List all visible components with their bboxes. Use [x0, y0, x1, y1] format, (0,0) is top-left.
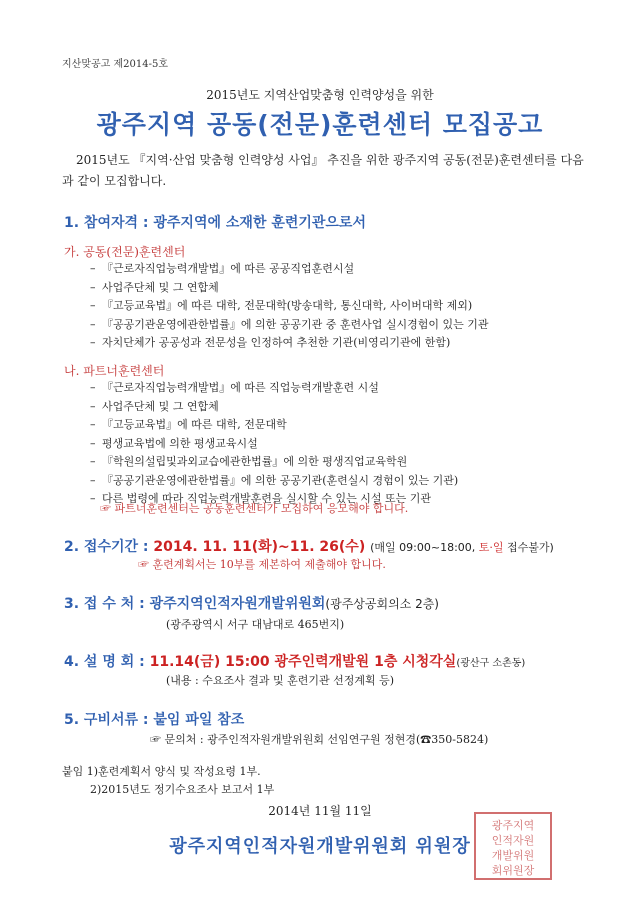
section4-label: 4. 설 명 회 : — [64, 654, 145, 670]
signer-name: 광주지역인적자원개발위원회 위원장 — [169, 836, 471, 857]
list-item: – 『고등교육법』에 따른 대학, 전문대학(방송대학, 통신대학, 사이버대학 제외) — [90, 297, 489, 316]
list-item: – 다른 법령에 따라 직업능력개발훈련을 실시할 수 있는 시설 또는 기관 — [90, 490, 458, 509]
section4-row — [64, 651, 525, 671]
contact-info: ☞ 문의처 : 광주인적자원개발위원회 선임연구원 정현경(☎350-5824) — [150, 733, 489, 746]
list-item: – 『근로자직업능력개발법』에 따른 공공직업훈련시설 — [90, 260, 489, 279]
submission-place: 광주지역인적자원개발위원회 — [149, 596, 326, 612]
document-number: 지산맞공고 제2014-5호 — [62, 59, 168, 70]
hours-suffix: 접수불가) — [507, 541, 554, 554]
list-item: – 사업주단체 및 그 연합체 — [90, 398, 458, 417]
page-title: 광주지역 공동(전문)훈련센터 모집공고 — [96, 110, 544, 139]
briefing-content: (내용 : 수요조사 결과 및 훈련기관 선정계획 등) — [166, 674, 395, 687]
required-documents: 붙임 파일 참조 — [153, 712, 245, 728]
official-seal: 광주지역 인적자원 개발위원 회위원장 — [474, 812, 552, 880]
section5-label: 5. 구비서류 : — [64, 712, 149, 728]
issue-date: 2014년 11월 11일 — [268, 804, 372, 818]
submission-place-detail: (광주상공회의소 2층) — [325, 597, 439, 611]
attachment-2: 2)2015년도 정기수요조사 보고서 1부 — [90, 783, 275, 796]
section2-row — [64, 536, 554, 556]
list-item: – 『고등교육법』에 따른 대학, 전문대학 — [90, 416, 458, 435]
submission-note: ☞ 훈련계획서는 10부를 제본하여 제출해야 합니다. — [138, 558, 386, 571]
briefing-venue: 광주인력개발원 1층 시청각실 — [274, 654, 457, 670]
section5-row — [64, 709, 244, 729]
briefing-venue-detail: (광산구 소촌동) — [456, 658, 526, 669]
list-item: – 『공공기관운영에관한법률』에 의한 공공기관 중 훈련사업 실시경험이 있는 기관 — [90, 316, 489, 335]
submission-address: (광주광역시 서구 대남대로 465번지) — [166, 618, 345, 631]
submission-hours — [370, 541, 554, 554]
group-b-list — [90, 379, 458, 509]
partner-note: ☞ 파트너훈련센터는 공동훈련센터가 모집하여 응모해야 합니다. — [100, 502, 409, 515]
group-b-label: 나. 파트너훈련센터 — [64, 364, 165, 378]
list-item: – 사업주단체 및 그 연합체 — [90, 279, 489, 298]
list-item: – 평생교육법에 의한 평생교육시설 — [90, 435, 458, 454]
group-a-label: 가. 공동(전문)훈련센터 — [64, 245, 186, 259]
intro-paragraph: 2015년도 『지역·산업 맞춤형 인력양성 사업』 추진을 위한 광주지역 공동(전문)훈련센터를 다음과 같이 모집합니다. — [62, 153, 584, 188]
list-item: – 『근로자직업능력개발법』에 따른 직업능력개발훈련 시설 — [90, 379, 458, 398]
page-subtitle: 2015년도 지역산업맞춤형 인력양성을 위한 — [206, 88, 434, 102]
section3-row — [64, 593, 439, 613]
list-item: – 자치단체가 공공성과 전문성을 인정하여 추천한 기관(비영리기관에 한함) — [90, 334, 489, 353]
hours-weekend: 토·일 — [478, 541, 504, 554]
list-item: – 『학원의설립및과외교습에관한법률』에 의한 평생직업교육학원 — [90, 453, 458, 472]
attachment-1: 붙임 1)훈련계획서 양식 및 작성요령 1부. — [62, 765, 261, 778]
list-item: – 『공공기관운영에관한법률』에 의한 공공기관(훈련실시 경험이 있는 기관) — [90, 472, 458, 491]
section1-heading: 1. 참여자격 : 광주지역에 소재한 훈련기관으로서 — [64, 215, 366, 231]
section2-label: 2. 접수기간 : — [64, 539, 149, 555]
section3-label: 3. 접 수 처 : — [64, 596, 145, 612]
group-a-list — [90, 260, 489, 353]
briefing-datetime: 11.14(금) 15:00 — [149, 654, 270, 670]
hours-prefix: (매일 09:00~18:00, — [370, 541, 476, 554]
submission-period: 2014. 11. 11(화)~11. 26(수) — [153, 539, 366, 555]
